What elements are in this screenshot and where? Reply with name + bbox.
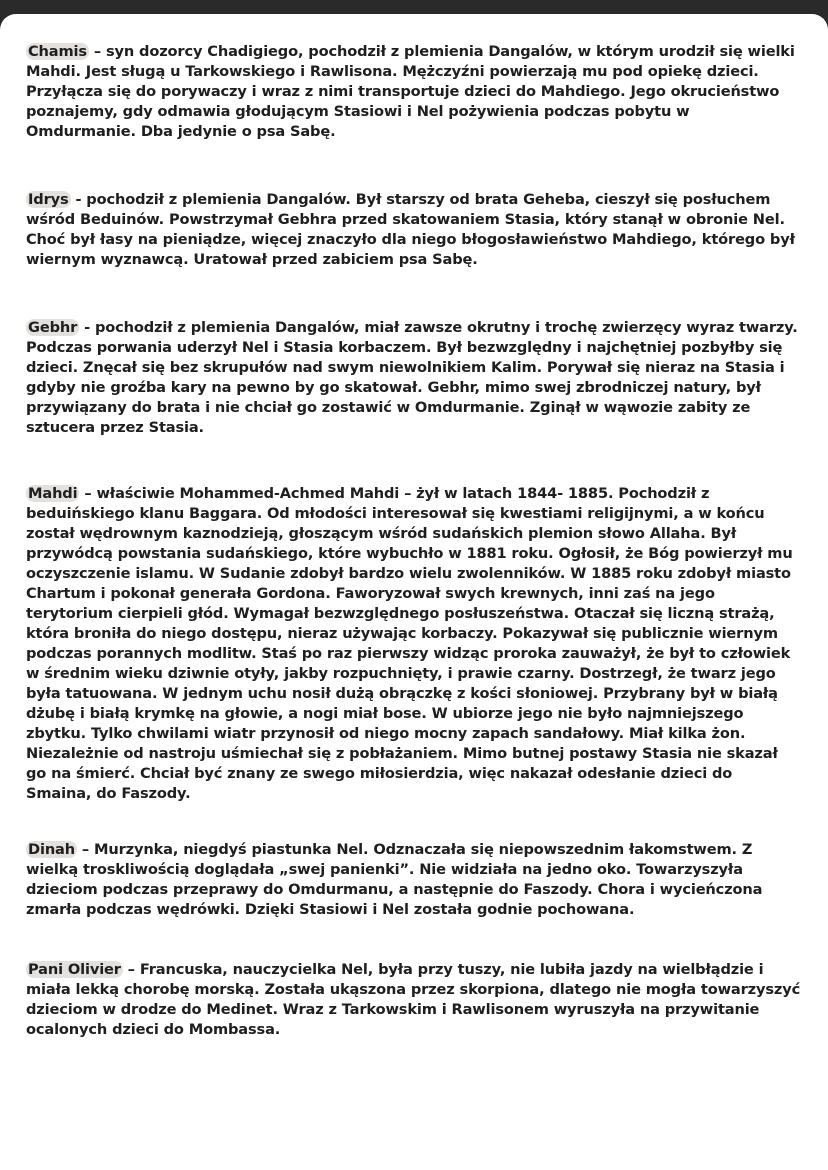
character-entry-mahdi: [26, 484, 802, 804]
character-name: Pani Olivier: [28, 961, 121, 978]
character-name: Mahdi: [28, 485, 78, 502]
character-entry-dinah: [26, 840, 802, 920]
character-description: - pochodził z plemienia Dangalów. Był starszy od brata Geheba, cieszył się posłuchem wśród Beduinów. Powstrzymał Gebhra przed skatowaniem Stasia, który stanął w obronie Nel. Choć był łasy na pieniądze, więcej znaczyło dla niego błogosławieństwo Mahdiego, którego był wiernym wyznawcą. Uratował przed zabiciem psa Sabę.: [26, 191, 795, 268]
character-name: Dinah: [28, 841, 75, 858]
character-name: Gebhr: [28, 319, 78, 336]
character-description: – Francuska, nauczycielka Nel, była przy tuszy, nie lubiła jazdy na wielbłądzie i miała lekką chorobę morską. Została ukąszona przez skorpiona, dlatego nie mogła towarzyszyć dzieciom w drodze do Medinet. Wraz z Tarkowskim i Rawlisonem wyruszyła na przywitanie ocalonych dzieci do Mombassa.: [26, 961, 801, 1038]
character-name: Chamis: [28, 43, 87, 60]
character-name: Idrys: [28, 191, 69, 208]
character-entry-gebhr: [26, 318, 802, 438]
character-entry-chamis: [26, 42, 802, 142]
character-description: - pochodził z plemienia Dangalów, miał zawsze okrutny i trochę zwierzęcy wyraz twarzy. Podczas porwania uderzył Nel i Stasia korbaczem. Był bezwzględny i najchętniej pozbyłby się dzieci. Znęcał się bez skrupułów nad swym niewolnikiem Kalim. Porywał się nieraz na Stasia i gdyby nie groźba kary na pewno by go skatował. Gebhr, mimo swej zbrodniczej natury, był przywiązany do brata i nie chciał go zostawić w Omdurmanie. Zginął w wąwozie zabity ze sztucera przez Stasia.: [26, 319, 798, 436]
document-page: [0, 14, 828, 1170]
character-description: – właściwie Mohammed-Achmed Mahdi – żył w latach 1844- 1885. Pochodził z beduińskiego klanu Baggara. Od młodości interesował się kwestiami religijnymi, a w końcu został wędrownym kaznodzieją, głoszącym wśród sudańskich plemion słowo Allaha. Był przywódcą powstania sudańskiego, które wybuchło w 1881 roku. Ogłosił, że Bóg powierzył mu oczyszczenie islamu. W Sudanie zdobył bardzo wielu zwolenników. W 1885 roku zdobył miasto Chartum i pokonał generała Gordona. Faworyzował swych krewnych, inni zaś na jego terytorium cierpieli głód. Wymagał bezwzględnego posłuszeństwa. Otaczał się liczną strażą, która broniła do niego dostępu, nieraz używając korbaczy. Pokazywał się publicznie wiernym podczas porannych modlitw. Staś po raz pierwszy widząc proroka zauważył, że był to człowiek w średnim wieku dziwnie otyły, jakby rozpuchnięty, i prawie czarny. Dostrzegł, że twarz jego była tatuowana. W jednym uchu nosił dużą obrączkę z kości słoniowej. Przybrany był w białą dżubę i białą krymkę na głowie, a nogi miał bose. W ubiorze jego nie było najmniejszego zbytku. Tylko chwilami wiatr przynosił od niego mocny zapach sandałowy. Miał kilka żon. Niezależnie od nastroju uśmiechał się z pobłażaniem. Mimo butnej postawy Stasia nie skazał go na śmierć. Chciał być znany ze swego miłosierdzia, więc nakazał odesłanie dzieci do Smaina, do Faszody.: [26, 485, 793, 802]
character-entry-idrys: [26, 190, 802, 270]
character-description: – syn dozorcy Chadigiego, pochodził z plemienia Dangalów, w którym urodził się wielki Mahdi. Jest sługą u Tarkowskiego i Rawlisona. Mężczyźni powierzają mu pod opiekę dzieci. Przyłącza się do porywaczy i wraz z nimi transportuje dzieci do Mahdiego. Jego okrucieństwo poznajemy, gdy odmawia głodującym Stasiowi i Nel pożywienia podczas pobytu w Omdurmanie. Dba jedynie o psa Sabę.: [26, 43, 795, 140]
character-description: – Murzynka, niegdyś piastunka Nel. Odznaczała się niepowszednim łakomstwem. Z wielką troskliwością doglądała „swej panienki”. Nie widziała na jedno oko. Towarzyszyła dzieciom podczas przeprawy do Omdurmanu, a następnie do Faszody. Chora i wycieńczona zmarła podczas wędrówki. Dzięki Stasiowi i Nel została godnie pochowana.: [26, 841, 763, 918]
character-entry-pani-olivier: [26, 960, 802, 1040]
